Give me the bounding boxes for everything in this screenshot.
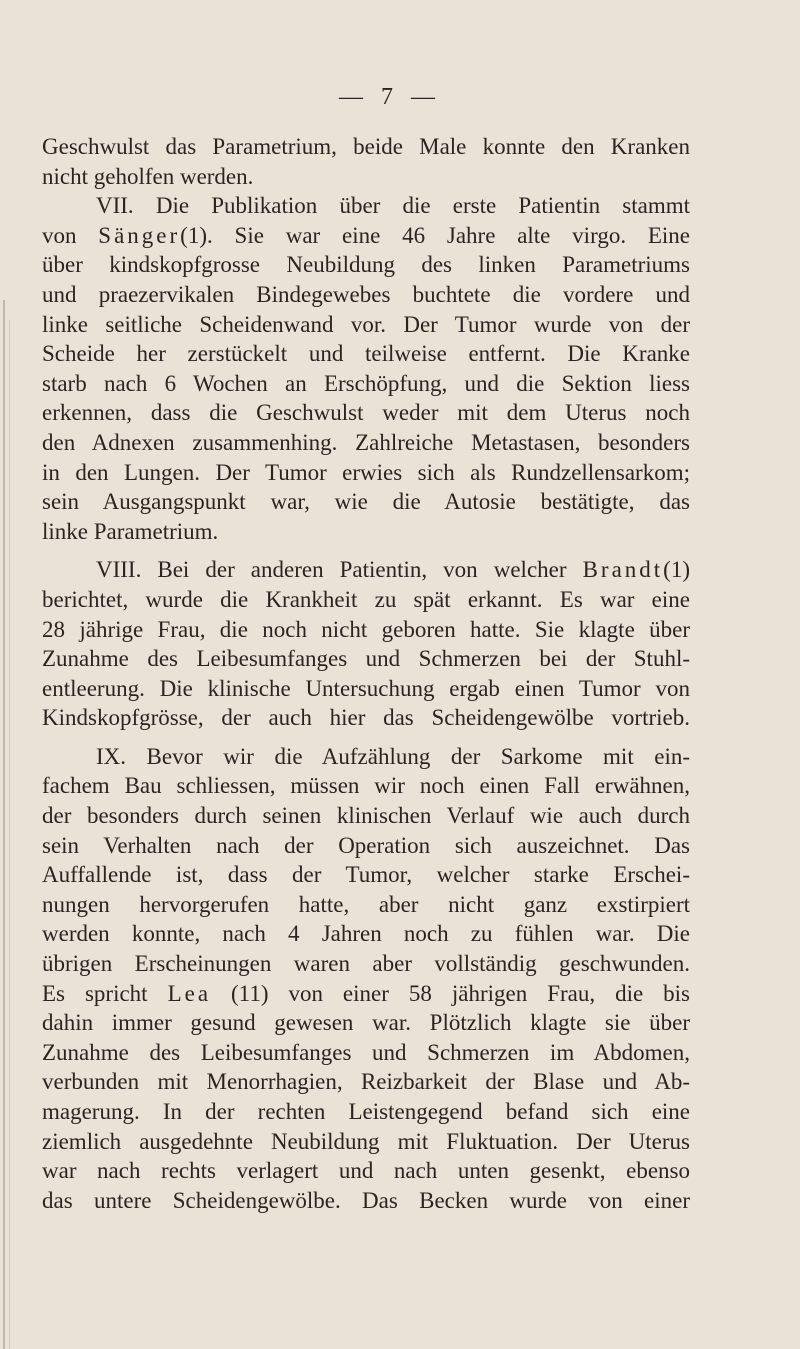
text-line: erkennen, dass die Geschwulst weder mit dem Uterus noch bbox=[42, 400, 690, 426]
text-line: VII. Die Publikation über die erste Patientin stammt bbox=[96, 193, 690, 219]
text-segment: VIII. Bei der anderen Patientin, von welcher bbox=[96, 557, 567, 583]
text-line: Zunahme des Leibesumfanges und Schmerzen bei der Stuhl- bbox=[42, 646, 690, 672]
text-line: nicht geholfen werden. bbox=[42, 163, 254, 189]
text-line: der besonders durch seinen klinischen Verlauf wie auch durch bbox=[42, 803, 690, 829]
text-line: linke seitliche Scheidenwand vor. Der Tumor wurde von der bbox=[42, 311, 690, 337]
text-line: dahin immer gesund gewesen war. Plötzlich klagte sie über bbox=[42, 1010, 690, 1036]
text-line: entleerung. Die klinische Untersuchung ergab einen Tumor von bbox=[42, 675, 690, 701]
text-line: starb nach 6 Wochen an Erschöpfung, und die Sektion liess bbox=[42, 370, 690, 396]
text-line: Kindskopfgrösse, der auch hier das Scheidengewölbe vortrieb. bbox=[42, 705, 690, 731]
page-binding-edge-shadow bbox=[9, 320, 10, 1349]
text-line: war nach rechts verlagert und nach unten gesenkt, ebenso bbox=[42, 1158, 690, 1184]
body-text bbox=[42, 132, 690, 1215]
paragraph-ix bbox=[42, 742, 690, 1216]
text-line: Auffallende ist, dass der Tumor, welcher starke Erschei- bbox=[42, 862, 690, 888]
author-name-saenger: Sänger bbox=[98, 222, 181, 248]
text-line: berichtet, wurde die Krankheit zu spät erkannt. Es war eine bbox=[42, 586, 690, 612]
text-line: in den Lungen. Der Tumor erwies sich als Rundzellensarkom; bbox=[42, 459, 690, 485]
text-line: ziemlich ausgedehnte Neubildung mit Fluktuation. Der Uterus bbox=[42, 1128, 690, 1154]
text-line: Zunahme des Leibesumfanges und Schmerzen im Abdomen, bbox=[42, 1039, 690, 1065]
text-line: verbunden mit Menorrhagien, Reizbarkeit der Blase und Ab- bbox=[42, 1069, 690, 1095]
text-line: Scheide her zerstückelt und teilweise entfernt. Die Kranke bbox=[42, 341, 690, 367]
text-line: magerung. In der rechten Leistengegend befand sich eine bbox=[42, 1099, 690, 1124]
text-line: übrigen Erscheinungen waren aber vollständig geschwunden. bbox=[42, 951, 690, 977]
text-line: den Adnexen zusammenhing. Zahlreiche Metastasen, besonders bbox=[42, 429, 690, 455]
text-line: 28 jährige Frau, die noch nicht geboren hatte. Sie klagte über bbox=[42, 616, 690, 642]
page-binding-edge bbox=[3, 300, 5, 1349]
text-line bbox=[42, 221, 690, 251]
text-line: Geschwulst das Parametrium, beide Male konnte den Kranken bbox=[42, 134, 690, 159]
text-line: werden konnte, nach 4 Jahren noch zu fühlen war. Die bbox=[42, 921, 690, 947]
text-line: sein Verhalten nach der Operation sich auszeichnet. Das bbox=[42, 832, 690, 858]
text-line: sein Ausgangspunkt war, wie die Autosie bestätigte, das bbox=[42, 489, 690, 515]
text-line: linke Parametrium. bbox=[42, 518, 219, 544]
text-line bbox=[42, 555, 690, 585]
paragraph-viii bbox=[42, 555, 690, 733]
author-name-brandt: Brandt bbox=[582, 557, 664, 583]
text-line: IX. Bevor wir die Aufzählung der Sarkome mit ein- bbox=[96, 743, 690, 769]
text-line: nungen hervorgerufen hatte, aber nicht ganz exstirpiert bbox=[42, 891, 690, 917]
text-segment: (1) bbox=[663, 557, 690, 583]
page-number: — 7 — bbox=[339, 84, 441, 110]
paragraph-vii bbox=[42, 191, 690, 546]
text-line: über kindskopfgrosse Neubildung des linken Parametriums bbox=[42, 252, 690, 278]
text-segment: Es spricht bbox=[42, 980, 148, 1006]
author-name-lea: Lea bbox=[167, 980, 212, 1006]
text-line bbox=[42, 979, 690, 1009]
text-line: das untere Scheidengewölbe. Das Becken wurde von einer bbox=[42, 1187, 690, 1213]
paragraph-continued bbox=[42, 132, 690, 191]
text-segment: (11) von einer 58 jährigen Frau, die bis bbox=[231, 980, 690, 1006]
text-line: fachem Bau schliessen, müssen wir noch einen Fall erwähnen, bbox=[42, 773, 690, 799]
text-line: und praezervikalen Bindegewebes buchtete die vordere und bbox=[42, 281, 690, 307]
text-segment: von bbox=[42, 222, 77, 248]
text-segment: (1). Sie war eine 46 Jahre alte virgo. Eine bbox=[180, 222, 691, 248]
